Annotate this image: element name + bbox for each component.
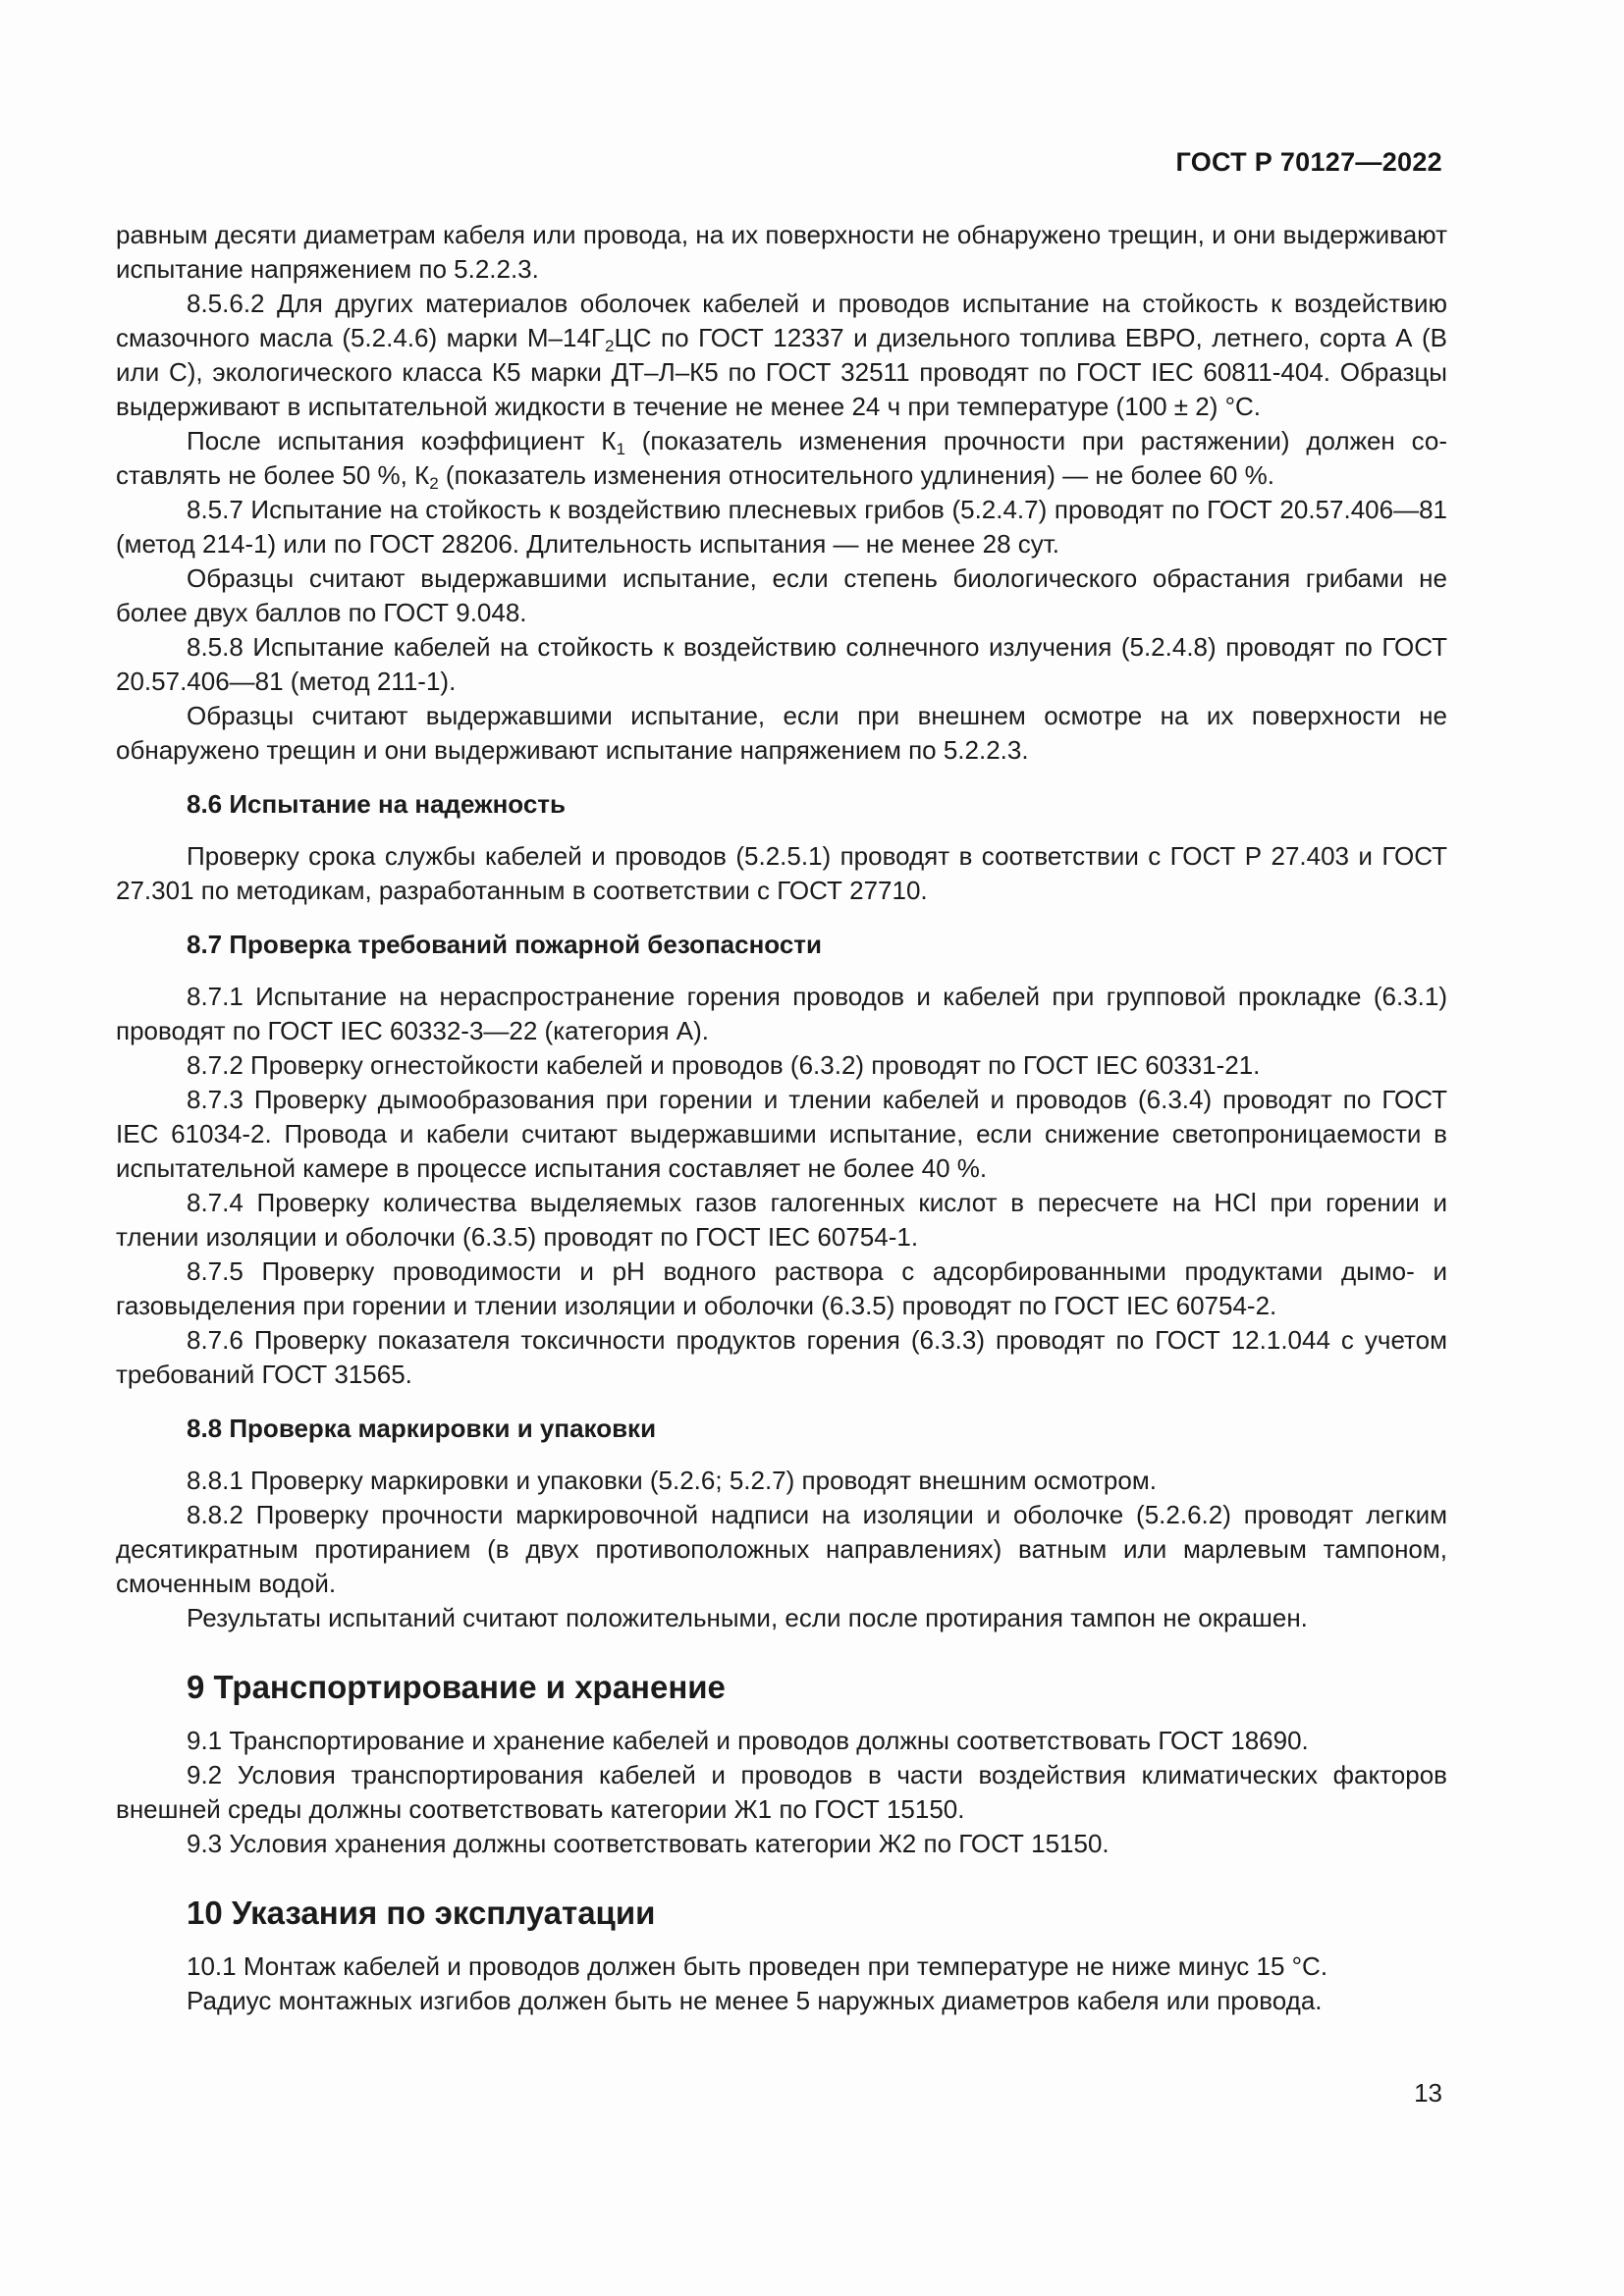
text-run: (показатель изменения прочности при растяжении) должен составлять не более 50 %, К [116, 426, 1447, 490]
paragraph-9-3: 9.3 Условия хранения должны соответствовать категории Ж2 по ГОСТ 15150. [187, 1829, 1110, 1858]
section-heading-8-6: 8.6 Испытание на надежность [187, 789, 567, 819]
paragraph-bend-radius: Радиус монтажных изгибов должен быть не менее 5 наружных диаметров кабеля или провода. [187, 1986, 1323, 2015]
paragraph-8-7-1: 8.7.1 Испытание на нераспространение горения проводов и кабелей при групповой прокладке (6.3.1) проводят по ГОСТ IEC 60332-3—22 (категория А). [116, 982, 1447, 1045]
paragraph-solar-result: Образцы считают выдержавшими испытание, если при внешнем осмотре на их поверхности не обнаружено трещин и они выдерживают испытание напряжением по 5.2.2.3. [116, 701, 1447, 765]
chapter-heading-9: 9 Транспортирование и хранение [187, 1669, 726, 1705]
subscript: 2 [429, 474, 439, 493]
subscript: 1 [616, 440, 625, 458]
paragraph-9-1: 9.1 Транспортирование и хранение кабелей и проводов должны соответствовать ГОСТ 18690. [187, 1726, 1309, 1755]
paragraph-coefficients [116, 424, 1447, 493]
paragraph-10-1: 10.1 Монтаж кабелей и проводов должен быть проведен при температуре не ниже минус 15 °С. [187, 1951, 1328, 1981]
paragraph-8-7-6: 8.7.6 Проверку показателя токсичности продуктов горения (6.3.3) проводят по ГОСТ 12.1.044 с учетом требований ГОСТ 31565. [116, 1325, 1447, 1389]
paragraph-8-7-3: 8.7.3 Проверку дымообразования при горении и тлении кабелей и проводов (6.3.4) проводят по ГОСТ IEC 61034-2. Провода и кабели считают выдержавшими испытание, если снижение светопроницаемости в испытательной камере в процессе испытания составляет не более 40 %. [116, 1085, 1447, 1183]
subscript: 2 [605, 337, 615, 355]
section-heading-8-8: 8.8 Проверка маркировки и упаковки [187, 1414, 657, 1443]
page-number: 13 [1414, 2078, 1442, 2108]
paragraph-8-8-2: 8.8.2 Проверку прочности маркировочной надписи на изоляции и оболочке (5.2.6.2) проводят легким десятикратным протиранием (в двух противоположных направлениях) ватным или марлевым тампоном, смоченным водой. [116, 1500, 1447, 1598]
paragraph-8-7-5: 8.7.5 Проверку проводимости и pH водного раствора с адсорбированными продуктами дымо- и газовыделения при горении и тлении изоляции и оболочки (6.3.5) проводят по ГОСТ IEC 60754-2. [116, 1256, 1447, 1320]
paragraph-8-7-4: 8.7.4 Проверку количества выделяемых газов галогенных кислот в пересчете на HCl при горении и тлении изоляции и оболочки (6.3.5) проводят по ГОСТ IEC 60754-1. [116, 1188, 1447, 1252]
page-content [116, 218, 1447, 2018]
document-code: ГОСТ Р 70127—2022 [1175, 147, 1442, 177]
paragraph-fungi-result: Образцы считают выдержавшими испытание, если степень биологического обрастания грибами не более двух баллов по ГОСТ 9.048. [116, 563, 1447, 627]
text-run: После испытания коэффициент К [187, 426, 617, 455]
text-run: 8.5.6.2 Для других материалов оболочек кабелей и проводов испытание на стойкость к воздействию смазочного масла (5.2.4.6) марки М–14Г [116, 289, 1447, 352]
chapter-heading-10: 10 Указания по эксплуатации [187, 1895, 656, 1931]
paragraph-continuation: равным десяти диаметрам кабеля или провода, на их поверхности не обнаружено трещин, и они выдерживают испытание напряжением по 5.2.2.3. [116, 220, 1447, 284]
paragraph-8-5-6-2 [116, 287, 1447, 424]
paragraph-8-8-1: 8.8.1 Проверку маркировки и упаковки (5.2.6; 5.2.7) проводят внешним осмотром. [187, 1466, 1157, 1495]
paragraph-9-2: 9.2 Условия транспортирования кабелей и проводов в части воздействия климатических факторов внешней среды должны соответствовать категории Ж1 по ГОСТ 15150. [116, 1760, 1447, 1824]
paragraph-8-5-7: 8.5.7 Испытание на стойкость к воздействию плесневых грибов (5.2.4.7) проводят по ГОСТ 20.57.406—81 (метод 214-1) или по ГОСТ 28206. Длительность испытания — не менее 28 сут. [116, 495, 1447, 559]
text-run: (показатель изменения относительного удлинения) — не более 60 %. [438, 460, 1274, 490]
paragraph-reliability: Проверку срока службы кабелей и проводов (5.2.5.1) проводят в соответствии с ГОСТ Р 27.403 и ГОСТ 27.301 по методикам, разработанным в соответствии с ГОСТ 27710. [116, 841, 1447, 905]
paragraph-8-7-2: 8.7.2 Проверку огнестойкости кабелей и проводов (6.3.2) проводят по ГОСТ IEC 60331-21. [187, 1050, 1261, 1080]
paragraph-marking-result: Результаты испытаний считают положительными, если после протирания тампон не окрашен. [187, 1603, 1308, 1632]
paragraph-8-5-8: 8.5.8 Испытание кабелей на стойкость к воздействию солнечного излучения (5.2.4.8) проводят по ГОСТ 20.57.406—81 (метод 211-1). [116, 632, 1447, 696]
section-heading-8-7: 8.7 Проверка требований пожарной безопасности [187, 930, 823, 959]
text-run: ЦС по ГОСТ 12337 и дизельного топлива ЕВРО, летнего, сорта А (В или С), экологического класса К5 марки ДТ–Л–К5 по ГОСТ 32511 проводят по ГОСТ IEC 60811-404. Образцы выдерживают в испытательной жидкости в течение не менее 24 ч при температуре (100 ± 2) °С. [116, 323, 1447, 421]
